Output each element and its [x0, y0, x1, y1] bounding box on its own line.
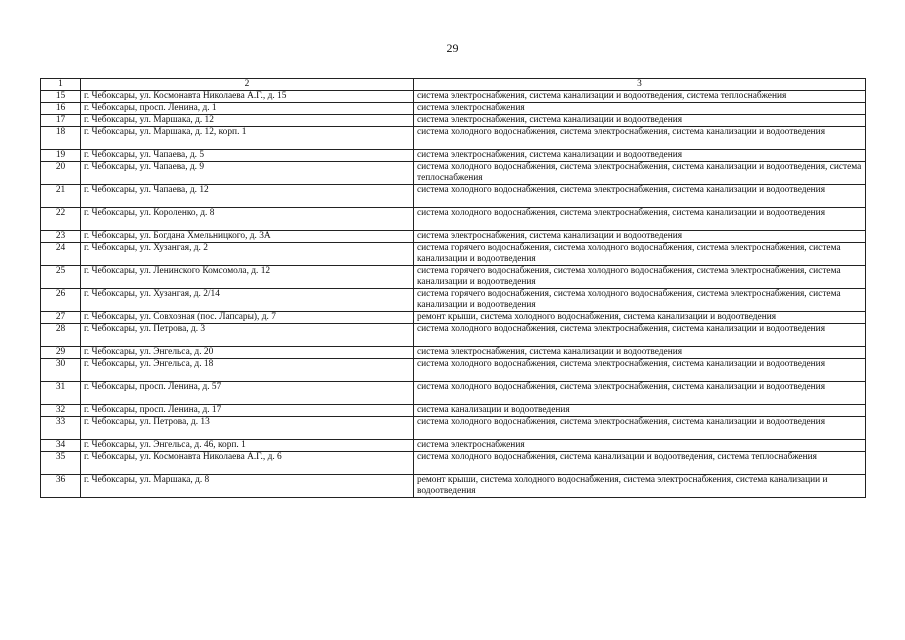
row-works: система электроснабжения, система канализации и водоотведения	[414, 231, 866, 243]
row-number: 23	[41, 231, 81, 243]
header-row	[41, 79, 866, 91]
row-address: г. Чебоксары, ул. Короленко, д. 8	[81, 208, 414, 231]
table-row	[41, 417, 866, 440]
row-address: г. Чебоксары, ул. Хузангая, д. 2	[81, 243, 414, 266]
row-works: система электроснабжения, система канализации и водоотведения, система теплоснабжения	[414, 91, 866, 103]
row-number: 24	[41, 243, 81, 266]
table-row	[41, 127, 866, 150]
table-row	[41, 115, 866, 127]
table-row	[41, 312, 866, 324]
table-row	[41, 243, 866, 266]
row-works: система холодного водоснабжения, система канализации и водоотведения, система теплоснабжения	[414, 452, 866, 475]
row-number: 33	[41, 417, 81, 440]
row-works: система холодного водоснабжения, система электроснабжения, система канализации и водоотведения	[414, 208, 866, 231]
row-number: 31	[41, 382, 81, 405]
table-row	[41, 162, 866, 185]
row-works: система холодного водоснабжения, система электроснабжения, система канализации и водоотведения	[414, 324, 866, 347]
row-works: система электроснабжения	[414, 103, 866, 115]
row-address: г. Чебоксары, просп. Ленина, д. 1	[81, 103, 414, 115]
row-number: 20	[41, 162, 81, 185]
works-table	[40, 78, 866, 498]
row-works: система холодного водоснабжения, система электроснабжения, система канализации и водоотведения, система теплоснабжения	[414, 162, 866, 185]
row-address: г. Чебоксары, ул. Хузангая, д. 2/14	[81, 289, 414, 312]
table-body	[41, 91, 866, 498]
row-number: 22	[41, 208, 81, 231]
header-col-3: 3	[414, 79, 866, 91]
row-address: г. Чебоксары, ул. Чапаева, д. 5	[81, 150, 414, 162]
row-address: г. Чебоксары, ул. Энгельса, д. 18	[81, 359, 414, 382]
header-col-1: 1	[41, 79, 81, 91]
row-works: система холодного водоснабжения, система электроснабжения, система канализации и водоотведения	[414, 359, 866, 382]
row-number: 30	[41, 359, 81, 382]
row-address: г. Чебоксары, ул. Энгельса, д. 46, корп. 1	[81, 440, 414, 452]
table-row	[41, 347, 866, 359]
page-number: 29	[446, 41, 459, 55]
table-row	[41, 289, 866, 312]
row-number: 19	[41, 150, 81, 162]
row-number: 27	[41, 312, 81, 324]
row-works: система горячего водоснабжения, система холодного водоснабжения, система электроснабжения, система канализации и водоотведения	[414, 289, 866, 312]
row-number: 26	[41, 289, 81, 312]
table-row	[41, 324, 866, 347]
table-row	[41, 440, 866, 452]
row-works: система горячего водоснабжения, система холодного водоснабжения, система электроснабжения, система канализации и водоотведения	[414, 243, 866, 266]
row-number: 28	[41, 324, 81, 347]
row-address: г. Чебоксары, ул. Совхозная (пос. Лапсары), д. 7	[81, 312, 414, 324]
table-row	[41, 475, 866, 498]
row-number: 25	[41, 266, 81, 289]
row-address: г. Чебоксары, ул. Богдана Хмельницкого, д. 3А	[81, 231, 414, 243]
row-number: 16	[41, 103, 81, 115]
table-row	[41, 359, 866, 382]
row-works: система холодного водоснабжения, система электроснабжения, система канализации и водоотведения	[414, 382, 866, 405]
table-row	[41, 185, 866, 208]
row-works: система горячего водоснабжения, система холодного водоснабжения, система электроснабжения, система канализации и водоотведения	[414, 266, 866, 289]
row-address: г. Чебоксары, ул. Петрова, д. 13	[81, 417, 414, 440]
row-works: система электроснабжения, система канализации и водоотведения	[414, 150, 866, 162]
row-works: ремонт крыши, система холодного водоснабжения, система электроснабжения, система канализации и водоотведения	[414, 475, 866, 498]
row-number: 18	[41, 127, 81, 150]
row-works: система канализации и водоотведения	[414, 405, 866, 417]
table-row	[41, 103, 866, 115]
table-row	[41, 382, 866, 405]
row-works: система электроснабжения	[414, 440, 866, 452]
row-address: г. Чебоксары, ул. Маршака, д. 8	[81, 475, 414, 498]
table-row	[41, 452, 866, 475]
row-number: 36	[41, 475, 81, 498]
row-address: г. Чебоксары, ул. Маршака, д. 12, корп. 1	[81, 127, 414, 150]
row-address: г. Чебоксары, ул. Чапаева, д. 9	[81, 162, 414, 185]
table-row	[41, 266, 866, 289]
row-works: система холодного водоснабжения, система электроснабжения, система канализации и водоотведения	[414, 127, 866, 150]
row-address: г. Чебоксары, ул. Чапаева, д. 12	[81, 185, 414, 208]
row-address: г. Чебоксары, ул. Космонавта Николаева А.Г., д. 15	[81, 91, 414, 103]
row-number: 17	[41, 115, 81, 127]
header-col-2: 2	[81, 79, 414, 91]
row-works: ремонт крыши, система холодного водоснабжения, система канализации и водоотведения	[414, 312, 866, 324]
table-row	[41, 150, 866, 162]
row-address: г. Чебоксары, ул. Петрова, д. 3	[81, 324, 414, 347]
table-row	[41, 405, 866, 417]
row-works: система электроснабжения, система канализации и водоотведения	[414, 115, 866, 127]
row-works: система холодного водоснабжения, система электроснабжения, система канализации и водоотведения	[414, 185, 866, 208]
row-address: г. Чебоксары, просп. Ленина, д. 57	[81, 382, 414, 405]
row-number: 32	[41, 405, 81, 417]
row-address: г. Чебоксары, ул. Ленинского Комсомола, д. 12	[81, 266, 414, 289]
row-number: 35	[41, 452, 81, 475]
row-address: г. Чебоксары, ул. Маршака, д. 12	[81, 115, 414, 127]
table-row	[41, 208, 866, 231]
row-works: система электроснабжения, система канализации и водоотведения	[414, 347, 866, 359]
row-address: г. Чебоксары, ул. Энгельса, д. 20	[81, 347, 414, 359]
row-number: 15	[41, 91, 81, 103]
row-number: 34	[41, 440, 81, 452]
row-works: система холодного водоснабжения, система электроснабжения, система канализации и водоотведения	[414, 417, 866, 440]
row-number: 21	[41, 185, 81, 208]
row-number: 29	[41, 347, 81, 359]
row-address: г. Чебоксары, просп. Ленина, д. 17	[81, 405, 414, 417]
row-address: г. Чебоксары, ул. Космонавта Николаева А.Г., д. 6	[81, 452, 414, 475]
table-row	[41, 231, 866, 243]
table-row	[41, 91, 866, 103]
